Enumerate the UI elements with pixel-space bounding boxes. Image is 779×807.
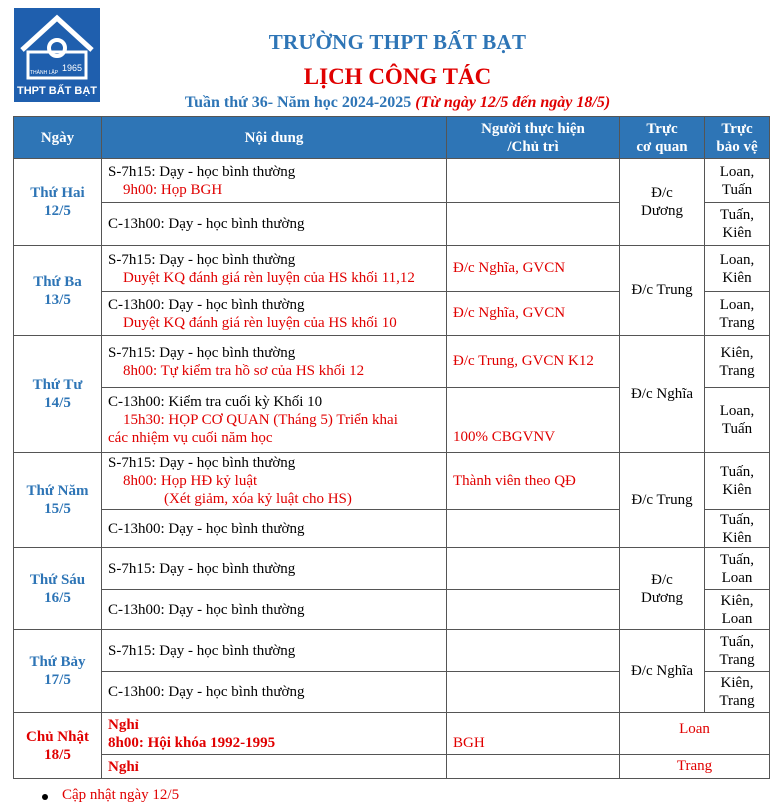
- content-cell: C-13h00: Dạy - học bình thường: [102, 203, 447, 246]
- content-cell: C-13h00: Dạy - học bình thường: [102, 672, 447, 713]
- table-row: [14, 630, 770, 672]
- person-cell: [447, 672, 620, 713]
- table-row: [14, 246, 770, 292]
- guard-duty-cell: Tuấn, Kiên: [705, 510, 770, 548]
- col-header-content: Nội dung: [102, 117, 447, 159]
- office-duty-cell: Đ/c Dương: [620, 159, 705, 246]
- guard-duty-cell: Loan, Trang: [705, 292, 770, 336]
- guard-duty-cell: Tuấn, Loan: [705, 548, 770, 590]
- person-cell: [447, 548, 620, 590]
- guard-duty-cell: Tuấn, Trang: [705, 630, 770, 672]
- content-cell: S-7h15: Dạy - học bình thường: [102, 548, 447, 590]
- content-cell: S-7h15: Dạy - học bình thường 8h00: Tự kiểm tra hồ sơ của HS khối 12: [102, 336, 447, 388]
- person-cell: [447, 630, 620, 672]
- col-header-guard-duty: Trực bảo vệ: [705, 117, 770, 159]
- guard-duty-cell: Kiên, Loan: [705, 590, 770, 630]
- content-cell: Nghỉ 8h00: Hội khóa 1992-1995: [102, 713, 447, 755]
- person-cell: [447, 755, 620, 779]
- content-cell: C-13h00: Dạy - học bình thường: [102, 590, 447, 630]
- week-subtitle: Tuần thứ 36- Năm học 2024-2025 (Từ ngày 12/5 đến ngày 18/5): [184, 94, 611, 111]
- schedule-table: [13, 116, 770, 779]
- office-duty-cell: Đ/c Trung: [620, 453, 705, 548]
- table-row: [14, 548, 770, 590]
- table-row: [14, 159, 770, 203]
- person-cell: Đ/c Trung, GVCN K12: [447, 336, 620, 388]
- office-duty-cell: Đ/c Trung: [620, 246, 705, 336]
- person-cell: Đ/c Nghĩa, GVCN: [447, 246, 620, 292]
- person-cell: Thành viên theo QĐ: [447, 453, 620, 510]
- guard-duty-cell: Kiên, Trang: [705, 336, 770, 388]
- office-duty-cell: Đ/c Dương: [620, 548, 705, 630]
- table-row: [14, 713, 770, 755]
- day-cell: Thứ Bảy 17/5: [14, 630, 102, 713]
- person-cell: 100% CBGVNV: [447, 388, 620, 453]
- day-cell: Thứ Ba 13/5: [14, 246, 102, 336]
- person-cell: [447, 203, 620, 246]
- col-header-office-duty: Trực cơ quan: [620, 117, 705, 159]
- guard-duty-cell: Kiên, Trang: [705, 672, 770, 713]
- day-cell: Thứ Tư 14/5: [14, 336, 102, 453]
- duty-cell: Loan: [620, 713, 770, 755]
- person-cell: [447, 510, 620, 548]
- table-row: [14, 453, 770, 510]
- content-cell: S-7h15: Dạy - học bình thường 8h00: Họp HĐ kỷ luật (Xét giảm, xóa kỷ luật cho HS): [102, 453, 447, 510]
- guard-duty-cell: Loan, Tuấn: [705, 159, 770, 203]
- day-cell: Thứ Năm 15/5: [14, 453, 102, 548]
- content-cell: S-7h15: Dạy - học bình thường: [102, 630, 447, 672]
- person-cell: [447, 590, 620, 630]
- day-cell: Thứ Hai 12/5: [14, 159, 102, 246]
- day-cell: Thứ Sáu 16/5: [14, 548, 102, 630]
- content-cell: C-13h00: Dạy - học bình thường Duyệt KQ đánh giá rèn luyện của HS khối 10: [102, 292, 447, 336]
- table-row: [14, 755, 770, 779]
- svg-text:THÀNH LẬP: THÀNH LẬP: [29, 70, 59, 76]
- person-cell: Đ/c Nghĩa, GVCN: [447, 292, 620, 336]
- col-header-day: Ngày: [14, 117, 102, 159]
- content-cell: S-7h15: Dạy - học bình thường 9h00: Họp BGH: [102, 159, 447, 203]
- guard-duty-cell: Loan, Kiên: [705, 246, 770, 292]
- day-cell: Chủ Nhật 18/5: [14, 713, 102, 779]
- content-cell: C-13h00: Dạy - học bình thường: [102, 510, 447, 548]
- update-note: Cập nhật ngày 12/5: [62, 787, 180, 803]
- guard-duty-cell: Loan, Tuấn: [705, 388, 770, 453]
- page-title: LỊCH CÔNG TÁC: [303, 64, 492, 89]
- date-range: (Từ ngày 12/5 đến ngày 18/5): [415, 94, 611, 111]
- guard-duty-cell: Tuấn, Kiên: [705, 203, 770, 246]
- content-cell: S-7h15: Dạy - học bình thường Duyệt KQ đánh giá rèn luyện của HS khối 11,12: [102, 246, 447, 292]
- school-name: TRƯỜNG THPT BẤT BẠT: [268, 30, 527, 54]
- svg-text:THPT BẤT BẠT: THPT BẤT BẠT: [16, 85, 98, 97]
- svg-text:1965: 1965: [61, 63, 83, 73]
- office-duty-cell: Đ/c Nghĩa: [620, 630, 705, 713]
- col-header-person: Người thực hiện /Chủ trì: [447, 117, 620, 159]
- duty-cell: Trang: [620, 755, 770, 779]
- table-row: [14, 336, 770, 388]
- content-cell: Nghỉ: [102, 755, 447, 779]
- content-cell: C-13h00: Kiểm tra cuối kỳ Khối 10 15h30: HỌP CƠ QUAN (Tháng 5) Triển khai các nhiệm vụ cuối năm học: [102, 388, 447, 453]
- person-cell: [447, 159, 620, 203]
- office-duty-cell: Đ/c Nghĩa: [620, 336, 705, 453]
- person-cell: BGH: [447, 713, 620, 755]
- guard-duty-cell: Tuấn, Kiên: [705, 453, 770, 510]
